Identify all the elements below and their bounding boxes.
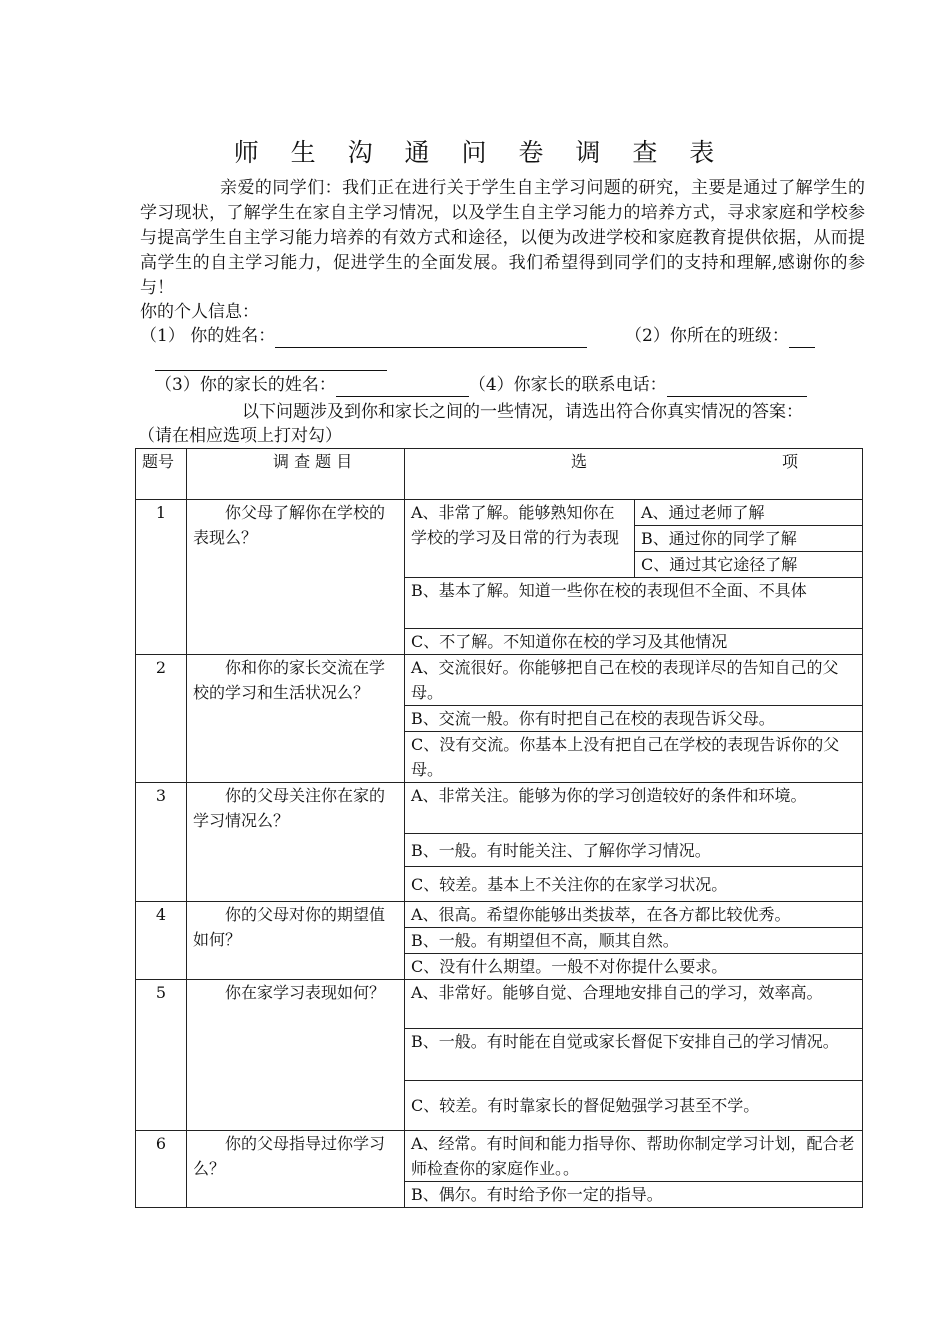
q1-option-a-sub2[interactable]: B、通过你的同学了解 <box>635 526 863 552</box>
q1-option-a-sub1[interactable]: A、通过老师了解 <box>635 500 863 526</box>
intro-paragraph: 亲爱的同学们：我们正在进行关于学生自主学习问题的研究，主要是通过了解学生的学习现状，了解学生在家自主学习情况，以及学生自主学习能力的培养方式，寻求家庭和学校参与提高学生自主学习能力培养的有效方式和途径，以便为改进学校和家庭教育提供依据，从而提高学生的自主学习能力，促进学生的全面发展。我们希望得到同学们的支持和理解,感谢你的参与！ <box>140 178 865 298</box>
table-row <box>136 902 863 928</box>
q2-option-c[interactable]: C、没有交流。你基本上没有把自己在学校的表现告诉你的父母。 <box>405 732 863 783</box>
table-row <box>136 655 863 706</box>
header-options-left: 选 <box>571 452 588 471</box>
parent-phone-label: （4）你家长的联系电话： <box>468 375 667 395</box>
q5-option-c[interactable]: C、较差。有时靠家长的督促勉强学习甚至不学。 <box>405 1081 863 1131</box>
table-header-row <box>136 449 863 500</box>
q3-option-c[interactable]: C、较差。基本上不关注你的在家学习状况。 <box>405 867 863 902</box>
class-row <box>625 324 815 348</box>
class-field[interactable] <box>789 328 815 348</box>
table-row <box>136 783 863 834</box>
class-field-continued <box>155 347 387 371</box>
q1-option-a[interactable]: A、非常了解。能够熟知你在学校的学习及日常的行为表现 <box>405 500 635 578</box>
q6-num: 6 <box>136 1131 187 1208</box>
page-title: 师 生 沟 通 问 卷 调 查 表 <box>233 138 727 167</box>
q2-option-a[interactable]: A、交流很好。你能够把自己在校的表现详尽的告知自己的父母。 <box>405 655 863 706</box>
q3-num: 3 <box>136 783 187 902</box>
table-row <box>136 1131 863 1182</box>
header-question: 调 查 题 目 <box>187 449 405 500</box>
q1-option-a-sub3[interactable]: C、通过其它途径了解 <box>635 552 863 578</box>
header-options <box>405 449 863 500</box>
q2-num: 2 <box>136 655 187 783</box>
name-label: （1） 你的姓名： <box>140 326 276 346</box>
parent-name-label: （3）你的家长的姓名： <box>155 375 336 395</box>
class-label: （2）你所在的班级： <box>625 326 789 346</box>
class-field-line2[interactable] <box>155 351 387 371</box>
q4-option-a[interactable]: A、很高。希望你能够出类拔萃，在各方都比较优秀。 <box>405 902 863 928</box>
q1-num: 1 <box>136 500 187 655</box>
q6-option-b[interactable]: B、偶尔。有时给予你一定的指导。 <box>405 1182 863 1208</box>
q2-option-b[interactable]: B、交流一般。你有时把自己在校的表现告诉父母。 <box>405 706 863 732</box>
table-row <box>136 500 863 526</box>
q1-question: 你父母了解你在学校的表现么？ <box>187 500 405 655</box>
q1-option-c[interactable]: C、不了解。不知道你在校的学习及其他情况 <box>405 629 863 655</box>
table-row <box>136 980 863 1029</box>
header-num: 题号 <box>136 449 187 500</box>
parent-name-field[interactable] <box>336 377 469 397</box>
header-options-right: 项 <box>781 452 798 471</box>
survey-table <box>135 448 863 1208</box>
q6-option-a[interactable]: A、经常。有时间和能力指导你、帮助你制定学习计划，配合老师检查你的家庭作业。。 <box>405 1131 863 1182</box>
q4-question: 你的父母对你的期望值如何？ <box>187 902 405 980</box>
parent-info-row <box>155 373 807 397</box>
personal-info-heading: 你的个人信息： <box>140 302 259 322</box>
q2-question: 你和你的家长交流在学校的学习和生活状况么？ <box>187 655 405 783</box>
q4-num: 4 <box>136 902 187 980</box>
q4-option-c[interactable]: C、没有什么期望。一般不对你提什么要求。 <box>405 954 863 980</box>
q5-option-a[interactable]: A、非常好。能够自觉、合理地安排自己的学习，效率高。 <box>405 980 863 1029</box>
q5-option-b[interactable]: B、一般。有时能在自觉或家长督促下安排自己的学习情况。 <box>405 1029 863 1081</box>
q4-option-b[interactable]: B、一般。有期望但不高，顺其自然。 <box>405 928 863 954</box>
instruction: 以下问题涉及到你和家长之间的一些情况，请选出符合你真实情况的答案： <box>242 402 803 422</box>
q5-num: 5 <box>136 980 187 1131</box>
q5-question: 你在家学习表现如何？ <box>187 980 405 1131</box>
q6-question: 你的父母指导过你学习么？ <box>187 1131 405 1208</box>
instruction-note: （请在相应选项上打对勾） <box>138 426 342 446</box>
q3-question: 你的父母关注你在家的学习情况么？ <box>187 783 405 902</box>
q3-option-a[interactable]: A、非常关注。能够为你的学习创造较好的条件和环境。 <box>405 783 863 834</box>
name-row <box>140 324 587 348</box>
parent-phone-field[interactable] <box>667 377 807 397</box>
q3-option-b[interactable]: B、一般。有时能关注、了解你学习情况。 <box>405 834 863 867</box>
q1-option-b[interactable]: B、基本了解。知道一些你在校的表现但不全面、不具体 <box>405 578 863 629</box>
name-field[interactable] <box>275 328 587 348</box>
